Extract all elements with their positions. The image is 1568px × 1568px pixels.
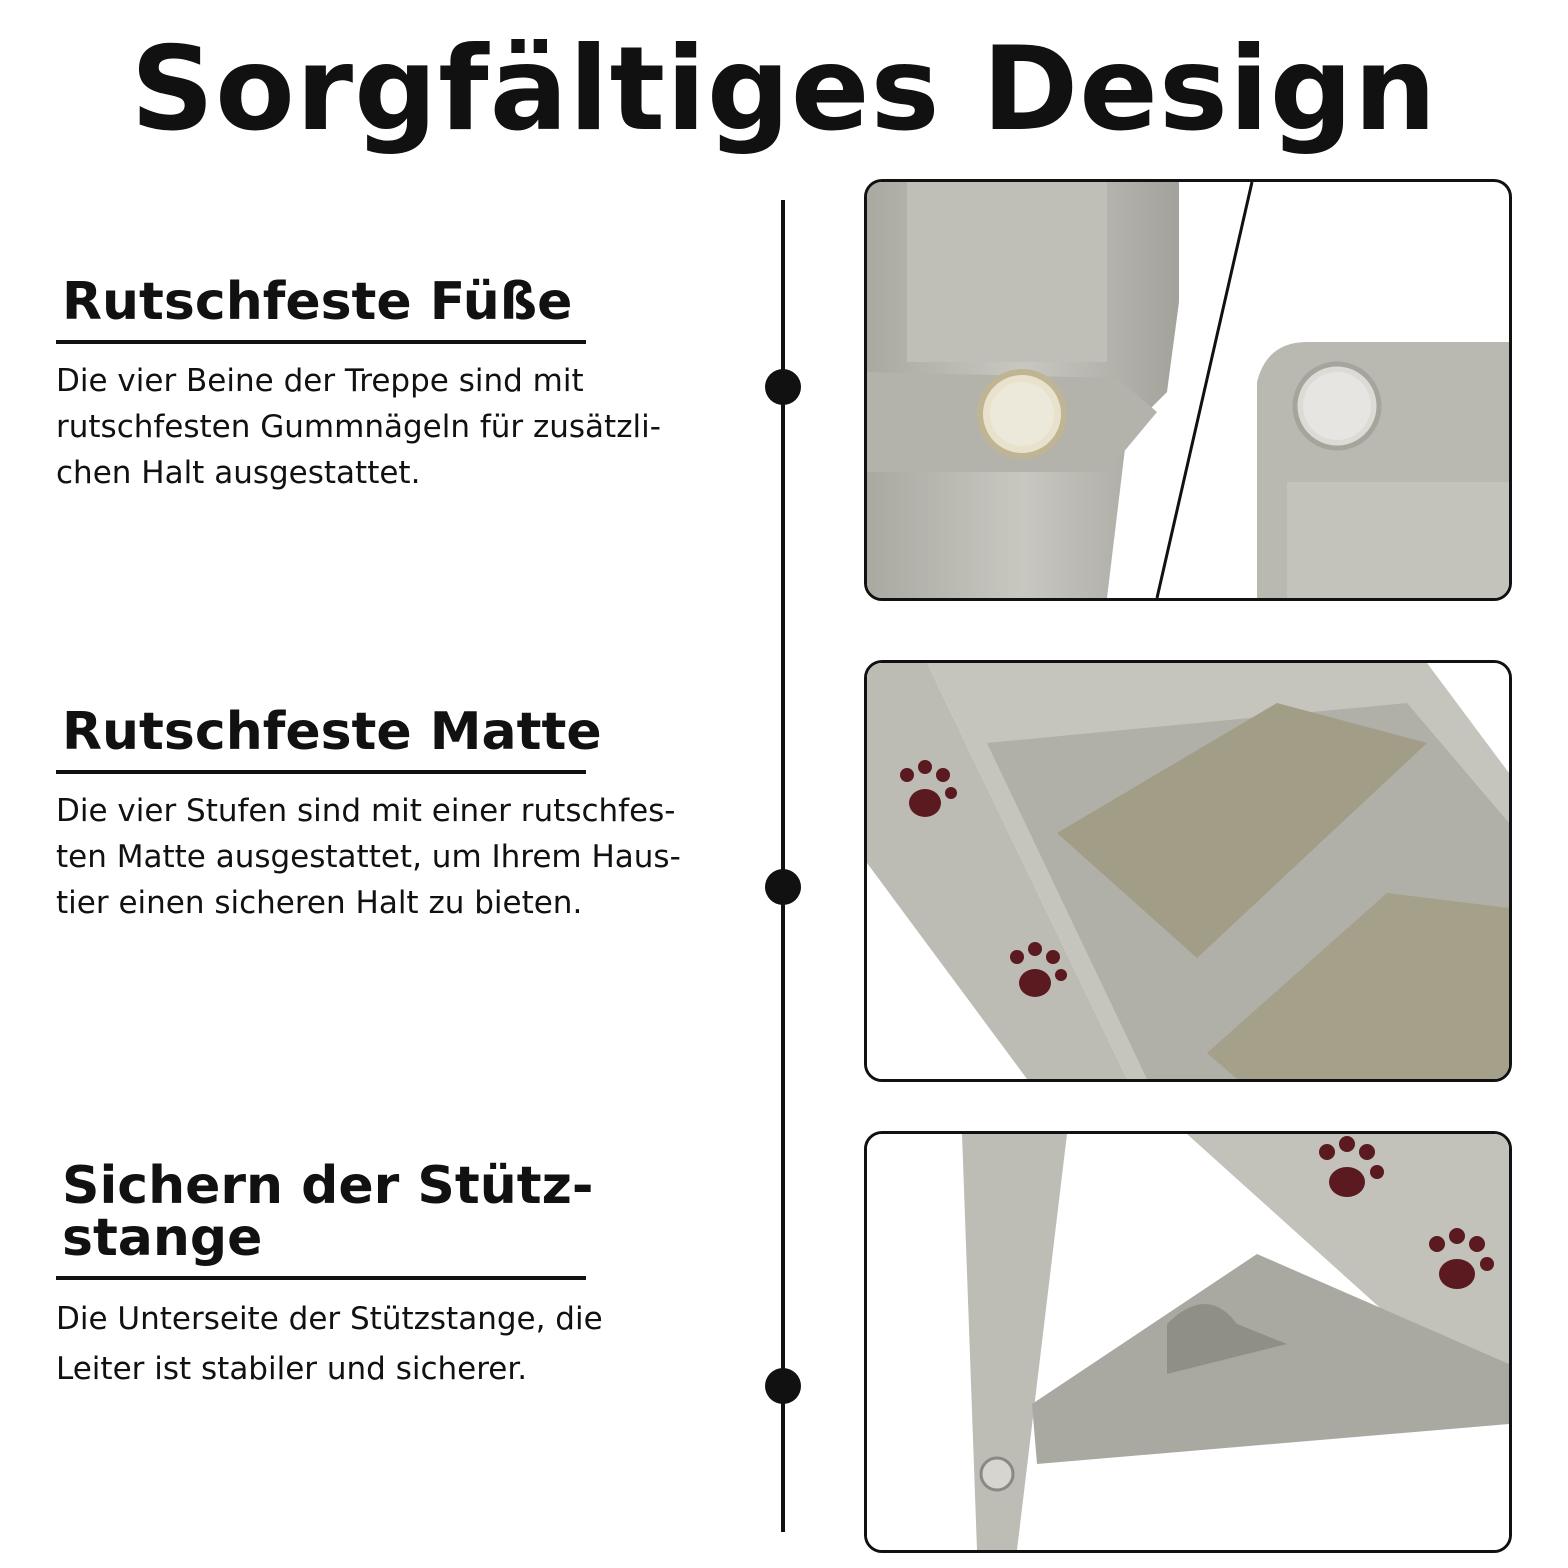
section-heading: Sichern der Stütz- stange <box>62 1156 594 1268</box>
section-body: Die vier Beine der Treppe sind mit rutschfesten Gummnägeln für zusätzli- chen Halt ausgestattet. <box>56 363 661 491</box>
feature-section-support-bar <box>56 1156 746 1394</box>
heading-rule <box>56 340 586 344</box>
feature-section-feet <box>56 272 746 496</box>
timeline-dot-3 <box>765 1368 801 1404</box>
section-heading: Rutschfeste Füße <box>62 272 573 332</box>
photo-support-bar <box>864 1131 1512 1553</box>
heading-rule <box>56 770 586 774</box>
photo-carpet-steps <box>864 660 1512 1082</box>
section-heading: Rutschfeste Matte <box>62 702 602 762</box>
feature-section-mat <box>56 702 746 926</box>
section-body: Die vier Stufen sind mit einer rutschfes- ten Matte ausgestattet, um Ihrem Haus- tier einen sicheren Halt zu bieten. <box>56 793 681 921</box>
heading-rule <box>56 1276 586 1280</box>
photo-rubber-feet <box>864 179 1512 601</box>
timeline-dot-1 <box>765 369 801 405</box>
section-body: Die Unterseite der Stützstange, die Leiter ist stabiler und sicherer. <box>56 1301 603 1387</box>
timeline-dot-2 <box>765 869 801 905</box>
page-title: Sorgfältiges Design <box>130 22 1438 157</box>
